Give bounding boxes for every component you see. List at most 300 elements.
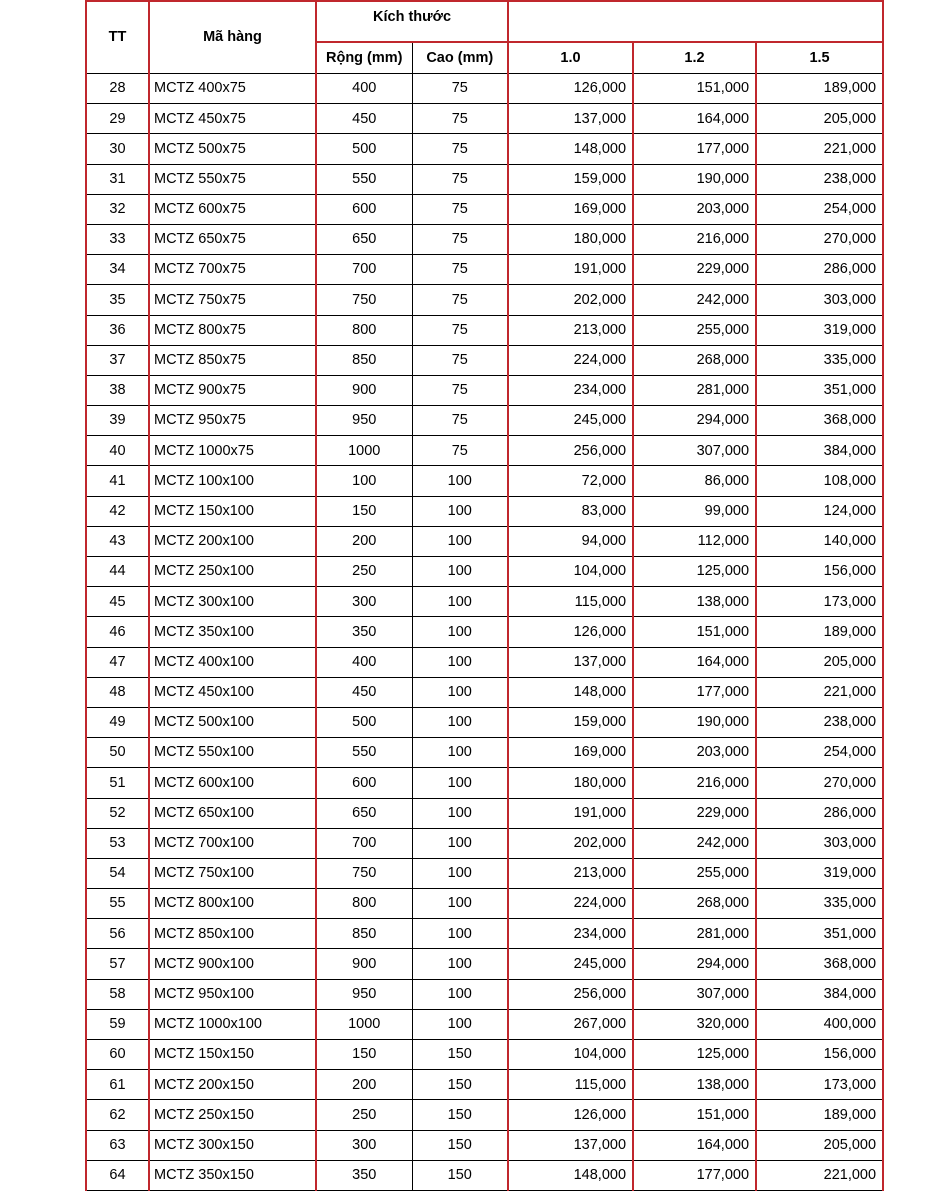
table-row xyxy=(86,1100,883,1130)
cell-price-1-2: 190,000 xyxy=(633,164,756,194)
cell-ma-hang: MCTZ 600x100 xyxy=(149,768,316,798)
cell-price-1-0: 137,000 xyxy=(508,104,633,134)
table-row xyxy=(86,526,883,556)
cell-price-1-2: 203,000 xyxy=(633,738,756,768)
header-thickness-1-2: 1.2 xyxy=(633,42,756,74)
cell-price-1-0: 245,000 xyxy=(508,949,633,979)
cell-price-1-2: 164,000 xyxy=(633,104,756,134)
cell-tt: 49 xyxy=(86,707,149,737)
cell-cao: 150 xyxy=(412,1160,508,1190)
table-row xyxy=(86,224,883,254)
cell-price-1-0: 191,000 xyxy=(508,255,633,285)
cell-ma-hang: MCTZ 750x100 xyxy=(149,858,316,888)
table-row xyxy=(86,1040,883,1070)
cell-rong: 900 xyxy=(316,375,412,405)
cell-ma-hang: MCTZ 750x75 xyxy=(149,285,316,315)
cell-rong: 700 xyxy=(316,828,412,858)
cell-price-1-5: 238,000 xyxy=(756,707,883,737)
table-row xyxy=(86,466,883,496)
cell-price-1-2: 268,000 xyxy=(633,889,756,919)
cell-price-1-5: 368,000 xyxy=(756,406,883,436)
cell-tt: 53 xyxy=(86,828,149,858)
cell-price-1-0: 159,000 xyxy=(508,164,633,194)
cell-price-1-0: 126,000 xyxy=(508,1100,633,1130)
cell-price-1-0: 180,000 xyxy=(508,768,633,798)
cell-cao: 100 xyxy=(412,979,508,1009)
cell-tt: 42 xyxy=(86,496,149,526)
cell-price-1-2: 216,000 xyxy=(633,224,756,254)
cell-price-1-0: 72,000 xyxy=(508,466,633,496)
cell-price-1-0: 137,000 xyxy=(508,647,633,677)
cell-rong: 250 xyxy=(316,557,412,587)
cell-cao: 100 xyxy=(412,889,508,919)
cell-price-1-2: 242,000 xyxy=(633,285,756,315)
table-row xyxy=(86,406,883,436)
cell-price-1-0: 148,000 xyxy=(508,134,633,164)
table-row xyxy=(86,496,883,526)
cell-rong: 900 xyxy=(316,949,412,979)
cell-price-1-5: 156,000 xyxy=(756,1040,883,1070)
cell-price-1-0: 224,000 xyxy=(508,345,633,375)
cell-price-1-5: 303,000 xyxy=(756,828,883,858)
cell-cao: 150 xyxy=(412,1040,508,1070)
cell-rong: 100 xyxy=(316,466,412,496)
cell-tt: 64 xyxy=(86,1160,149,1190)
cell-rong: 550 xyxy=(316,164,412,194)
cell-price-1-5: 108,000 xyxy=(756,466,883,496)
cell-price-1-5: 351,000 xyxy=(756,375,883,405)
table-row xyxy=(86,1160,883,1190)
cell-price-1-5: 205,000 xyxy=(756,1130,883,1160)
cell-price-1-2: 203,000 xyxy=(633,194,756,224)
cell-rong: 950 xyxy=(316,406,412,436)
cell-price-1-5: 156,000 xyxy=(756,557,883,587)
cell-price-1-2: 216,000 xyxy=(633,768,756,798)
cell-ma-hang: MCTZ 450x75 xyxy=(149,104,316,134)
cell-price-1-5: 238,000 xyxy=(756,164,883,194)
cell-cao: 75 xyxy=(412,104,508,134)
cell-price-1-2: 164,000 xyxy=(633,647,756,677)
cell-price-1-0: 126,000 xyxy=(508,74,633,104)
cell-rong: 850 xyxy=(316,345,412,375)
table-row xyxy=(86,315,883,345)
cell-price-1-2: 307,000 xyxy=(633,979,756,1009)
cell-cao: 100 xyxy=(412,858,508,888)
table-row xyxy=(86,889,883,919)
cell-price-1-5: 173,000 xyxy=(756,587,883,617)
cell-tt: 59 xyxy=(86,1009,149,1039)
cell-price-1-5: 189,000 xyxy=(756,1100,883,1130)
cell-tt: 44 xyxy=(86,557,149,587)
cell-cao: 100 xyxy=(412,919,508,949)
cell-cao: 150 xyxy=(412,1070,508,1100)
cell-rong: 500 xyxy=(316,134,412,164)
cell-price-1-5: 173,000 xyxy=(756,1070,883,1100)
cell-cao: 100 xyxy=(412,677,508,707)
cell-cao: 100 xyxy=(412,617,508,647)
cell-tt: 56 xyxy=(86,919,149,949)
cell-ma-hang: MCTZ 550x75 xyxy=(149,164,316,194)
table-row xyxy=(86,647,883,677)
cell-price-1-5: 319,000 xyxy=(756,315,883,345)
cell-ma-hang: MCTZ 700x75 xyxy=(149,255,316,285)
table-row xyxy=(86,919,883,949)
cell-ma-hang: MCTZ 850x75 xyxy=(149,345,316,375)
header-kich-thuoc: Kích thước xyxy=(316,1,508,42)
cell-cao: 100 xyxy=(412,738,508,768)
cell-price-1-0: 202,000 xyxy=(508,828,633,858)
cell-rong: 1000 xyxy=(316,436,412,466)
cell-ma-hang: MCTZ 200x100 xyxy=(149,526,316,556)
cell-ma-hang: MCTZ 300x150 xyxy=(149,1130,316,1160)
cell-tt: 62 xyxy=(86,1100,149,1130)
cell-price-1-5: 335,000 xyxy=(756,889,883,919)
cell-rong: 950 xyxy=(316,979,412,1009)
cell-ma-hang: MCTZ 550x100 xyxy=(149,738,316,768)
cell-price-1-2: 294,000 xyxy=(633,949,756,979)
cell-price-1-2: 125,000 xyxy=(633,557,756,587)
cell-price-1-5: 368,000 xyxy=(756,949,883,979)
price-table xyxy=(85,0,884,1191)
cell-price-1-0: 104,000 xyxy=(508,557,633,587)
cell-price-1-2: 229,000 xyxy=(633,798,756,828)
cell-price-1-5: 140,000 xyxy=(756,526,883,556)
cell-cao: 100 xyxy=(412,496,508,526)
cell-cao: 75 xyxy=(412,255,508,285)
table-row xyxy=(86,1009,883,1039)
cell-ma-hang: MCTZ 900x75 xyxy=(149,375,316,405)
cell-tt: 45 xyxy=(86,587,149,617)
cell-tt: 52 xyxy=(86,798,149,828)
cell-ma-hang: MCTZ 900x100 xyxy=(149,949,316,979)
cell-rong: 350 xyxy=(316,617,412,647)
cell-rong: 200 xyxy=(316,526,412,556)
table-row xyxy=(86,345,883,375)
header-thickness-group xyxy=(508,1,883,42)
cell-cao: 100 xyxy=(412,526,508,556)
cell-price-1-2: 242,000 xyxy=(633,828,756,858)
cell-tt: 60 xyxy=(86,1040,149,1070)
cell-price-1-0: 256,000 xyxy=(508,436,633,466)
cell-cao: 75 xyxy=(412,134,508,164)
header-tt: TT xyxy=(86,1,149,74)
table-row xyxy=(86,1130,883,1160)
cell-cao: 75 xyxy=(412,74,508,104)
cell-rong: 300 xyxy=(316,1130,412,1160)
cell-price-1-2: 125,000 xyxy=(633,1040,756,1070)
cell-ma-hang: MCTZ 300x100 xyxy=(149,587,316,617)
cell-cao: 100 xyxy=(412,587,508,617)
cell-ma-hang: MCTZ 250x150 xyxy=(149,1100,316,1130)
cell-cao: 100 xyxy=(412,707,508,737)
cell-cao: 150 xyxy=(412,1100,508,1130)
cell-tt: 46 xyxy=(86,617,149,647)
cell-price-1-0: 148,000 xyxy=(508,1160,633,1190)
cell-price-1-2: 138,000 xyxy=(633,587,756,617)
cell-price-1-5: 221,000 xyxy=(756,134,883,164)
cell-cao: 100 xyxy=(412,557,508,587)
cell-cao: 75 xyxy=(412,345,508,375)
cell-cao: 75 xyxy=(412,164,508,194)
cell-price-1-2: 151,000 xyxy=(633,1100,756,1130)
cell-price-1-5: 205,000 xyxy=(756,647,883,677)
cell-price-1-2: 138,000 xyxy=(633,1070,756,1100)
cell-price-1-2: 255,000 xyxy=(633,858,756,888)
cell-rong: 500 xyxy=(316,707,412,737)
table-row xyxy=(86,134,883,164)
cell-tt: 33 xyxy=(86,224,149,254)
cell-ma-hang: MCTZ 500x75 xyxy=(149,134,316,164)
cell-cao: 75 xyxy=(412,194,508,224)
cell-rong: 800 xyxy=(316,889,412,919)
cell-ma-hang: MCTZ 850x100 xyxy=(149,919,316,949)
cell-price-1-0: 137,000 xyxy=(508,1130,633,1160)
cell-rong: 200 xyxy=(316,1070,412,1100)
table-row xyxy=(86,1070,883,1100)
cell-tt: 30 xyxy=(86,134,149,164)
table-row xyxy=(86,436,883,466)
cell-price-1-2: 177,000 xyxy=(633,134,756,164)
cell-rong: 550 xyxy=(316,738,412,768)
cell-price-1-2: 281,000 xyxy=(633,919,756,949)
cell-rong: 750 xyxy=(316,285,412,315)
cell-tt: 58 xyxy=(86,979,149,1009)
table-row xyxy=(86,587,883,617)
cell-rong: 450 xyxy=(316,104,412,134)
cell-price-1-2: 151,000 xyxy=(633,74,756,104)
cell-tt: 57 xyxy=(86,949,149,979)
cell-tt: 29 xyxy=(86,104,149,134)
cell-price-1-0: 180,000 xyxy=(508,224,633,254)
cell-tt: 34 xyxy=(86,255,149,285)
cell-price-1-5: 286,000 xyxy=(756,255,883,285)
cell-rong: 400 xyxy=(316,647,412,677)
cell-price-1-5: 286,000 xyxy=(756,798,883,828)
cell-rong: 650 xyxy=(316,224,412,254)
table-row xyxy=(86,768,883,798)
cell-price-1-0: 159,000 xyxy=(508,707,633,737)
cell-price-1-0: 169,000 xyxy=(508,194,633,224)
cell-price-1-0: 104,000 xyxy=(508,1040,633,1070)
cell-price-1-0: 224,000 xyxy=(508,889,633,919)
cell-rong: 850 xyxy=(316,919,412,949)
cell-price-1-2: 294,000 xyxy=(633,406,756,436)
header-ma-hang: Mã hàng xyxy=(149,1,316,74)
cell-price-1-2: 268,000 xyxy=(633,345,756,375)
table-row xyxy=(86,828,883,858)
cell-cao: 100 xyxy=(412,466,508,496)
cell-rong: 800 xyxy=(316,315,412,345)
cell-price-1-0: 213,000 xyxy=(508,858,633,888)
table-row xyxy=(86,677,883,707)
cell-price-1-0: 191,000 xyxy=(508,798,633,828)
cell-price-1-0: 202,000 xyxy=(508,285,633,315)
cell-price-1-0: 234,000 xyxy=(508,375,633,405)
cell-ma-hang: MCTZ 1000x100 xyxy=(149,1009,316,1039)
cell-price-1-0: 234,000 xyxy=(508,919,633,949)
cell-price-1-2: 229,000 xyxy=(633,255,756,285)
cell-price-1-5: 221,000 xyxy=(756,677,883,707)
cell-price-1-2: 151,000 xyxy=(633,617,756,647)
cell-tt: 63 xyxy=(86,1130,149,1160)
cell-price-1-5: 335,000 xyxy=(756,345,883,375)
cell-ma-hang: MCTZ 250x100 xyxy=(149,557,316,587)
cell-price-1-5: 351,000 xyxy=(756,919,883,949)
cell-rong: 350 xyxy=(316,1160,412,1190)
cell-price-1-2: 307,000 xyxy=(633,436,756,466)
cell-price-1-2: 320,000 xyxy=(633,1009,756,1039)
cell-price-1-2: 190,000 xyxy=(633,707,756,737)
cell-price-1-5: 270,000 xyxy=(756,224,883,254)
cell-price-1-5: 124,000 xyxy=(756,496,883,526)
cell-ma-hang: MCTZ 950x100 xyxy=(149,979,316,1009)
table-row xyxy=(86,858,883,888)
cell-rong: 650 xyxy=(316,798,412,828)
cell-rong: 1000 xyxy=(316,1009,412,1039)
cell-rong: 250 xyxy=(316,1100,412,1130)
cell-cao: 75 xyxy=(412,436,508,466)
table-row xyxy=(86,164,883,194)
price-table-sheet xyxy=(85,0,882,1191)
cell-rong: 600 xyxy=(316,194,412,224)
cell-tt: 55 xyxy=(86,889,149,919)
cell-price-1-0: 213,000 xyxy=(508,315,633,345)
table-row xyxy=(86,285,883,315)
cell-ma-hang: MCTZ 950x75 xyxy=(149,406,316,436)
cell-cao: 100 xyxy=(412,647,508,677)
cell-rong: 150 xyxy=(316,496,412,526)
cell-cao: 100 xyxy=(412,1009,508,1039)
cell-price-1-5: 254,000 xyxy=(756,738,883,768)
cell-cao: 100 xyxy=(412,798,508,828)
cell-cao: 75 xyxy=(412,375,508,405)
table-row xyxy=(86,707,883,737)
header-cao: Cao (mm) xyxy=(412,42,508,74)
header-thickness-1-0: 1.0 xyxy=(508,42,633,74)
cell-ma-hang: MCTZ 700x100 xyxy=(149,828,316,858)
cell-price-1-0: 245,000 xyxy=(508,406,633,436)
table-body xyxy=(86,74,883,1191)
cell-price-1-2: 177,000 xyxy=(633,1160,756,1190)
cell-ma-hang: MCTZ 650x100 xyxy=(149,798,316,828)
cell-ma-hang: MCTZ 800x100 xyxy=(149,889,316,919)
cell-rong: 400 xyxy=(316,74,412,104)
table-row xyxy=(86,104,883,134)
cell-rong: 450 xyxy=(316,677,412,707)
cell-cao: 75 xyxy=(412,285,508,315)
cell-price-1-5: 303,000 xyxy=(756,285,883,315)
cell-price-1-2: 281,000 xyxy=(633,375,756,405)
cell-price-1-2: 112,000 xyxy=(633,526,756,556)
cell-cao: 100 xyxy=(412,828,508,858)
cell-price-1-0: 94,000 xyxy=(508,526,633,556)
header-thickness-1-5: 1.5 xyxy=(756,42,883,74)
cell-ma-hang: MCTZ 650x75 xyxy=(149,224,316,254)
cell-tt: 37 xyxy=(86,345,149,375)
cell-price-1-5: 319,000 xyxy=(756,858,883,888)
cell-tt: 41 xyxy=(86,466,149,496)
cell-price-1-5: 254,000 xyxy=(756,194,883,224)
table-row xyxy=(86,617,883,647)
table-row xyxy=(86,74,883,104)
cell-ma-hang: MCTZ 350x150 xyxy=(149,1160,316,1190)
table-row xyxy=(86,255,883,285)
cell-cao: 75 xyxy=(412,406,508,436)
cell-price-1-5: 189,000 xyxy=(756,74,883,104)
cell-price-1-0: 256,000 xyxy=(508,979,633,1009)
cell-cao: 100 xyxy=(412,768,508,798)
cell-tt: 61 xyxy=(86,1070,149,1100)
cell-tt: 36 xyxy=(86,315,149,345)
table-header xyxy=(86,1,883,74)
cell-tt: 31 xyxy=(86,164,149,194)
cell-price-1-0: 115,000 xyxy=(508,587,633,617)
cell-price-1-0: 126,000 xyxy=(508,617,633,647)
cell-price-1-2: 99,000 xyxy=(633,496,756,526)
cell-tt: 51 xyxy=(86,768,149,798)
cell-tt: 43 xyxy=(86,526,149,556)
cell-price-1-0: 148,000 xyxy=(508,677,633,707)
cell-rong: 750 xyxy=(316,858,412,888)
cell-ma-hang: MCTZ 200x150 xyxy=(149,1070,316,1100)
table-row xyxy=(86,375,883,405)
table-row xyxy=(86,949,883,979)
cell-tt: 54 xyxy=(86,858,149,888)
cell-tt: 47 xyxy=(86,647,149,677)
cell-ma-hang: MCTZ 400x75 xyxy=(149,74,316,104)
cell-tt: 35 xyxy=(86,285,149,315)
cell-cao: 100 xyxy=(412,949,508,979)
cell-ma-hang: MCTZ 500x100 xyxy=(149,707,316,737)
cell-price-1-5: 384,000 xyxy=(756,979,883,1009)
cell-ma-hang: MCTZ 350x100 xyxy=(149,617,316,647)
cell-price-1-5: 400,000 xyxy=(756,1009,883,1039)
cell-ma-hang: MCTZ 800x75 xyxy=(149,315,316,345)
cell-rong: 700 xyxy=(316,255,412,285)
cell-price-1-5: 189,000 xyxy=(756,617,883,647)
cell-price-1-5: 270,000 xyxy=(756,768,883,798)
cell-tt: 50 xyxy=(86,738,149,768)
cell-price-1-5: 205,000 xyxy=(756,104,883,134)
cell-tt: 39 xyxy=(86,406,149,436)
cell-ma-hang: MCTZ 150x150 xyxy=(149,1040,316,1070)
cell-ma-hang: MCTZ 600x75 xyxy=(149,194,316,224)
cell-ma-hang: MCTZ 1000x75 xyxy=(149,436,316,466)
cell-price-1-0: 267,000 xyxy=(508,1009,633,1039)
cell-rong: 300 xyxy=(316,587,412,617)
cell-cao: 75 xyxy=(412,224,508,254)
cell-ma-hang: MCTZ 450x100 xyxy=(149,677,316,707)
cell-price-1-5: 384,000 xyxy=(756,436,883,466)
cell-rong: 150 xyxy=(316,1040,412,1070)
cell-price-1-5: 221,000 xyxy=(756,1160,883,1190)
cell-rong: 600 xyxy=(316,768,412,798)
header-rong: Rộng (mm) xyxy=(316,42,412,74)
table-row xyxy=(86,798,883,828)
table-row xyxy=(86,738,883,768)
cell-ma-hang: MCTZ 100x100 xyxy=(149,466,316,496)
cell-tt: 48 xyxy=(86,677,149,707)
cell-price-1-2: 164,000 xyxy=(633,1130,756,1160)
cell-price-1-2: 177,000 xyxy=(633,677,756,707)
cell-ma-hang: MCTZ 400x100 xyxy=(149,647,316,677)
cell-cao: 75 xyxy=(412,315,508,345)
cell-price-1-2: 255,000 xyxy=(633,315,756,345)
table-row xyxy=(86,194,883,224)
cell-ma-hang: MCTZ 150x100 xyxy=(149,496,316,526)
cell-cao: 150 xyxy=(412,1130,508,1160)
cell-tt: 38 xyxy=(86,375,149,405)
